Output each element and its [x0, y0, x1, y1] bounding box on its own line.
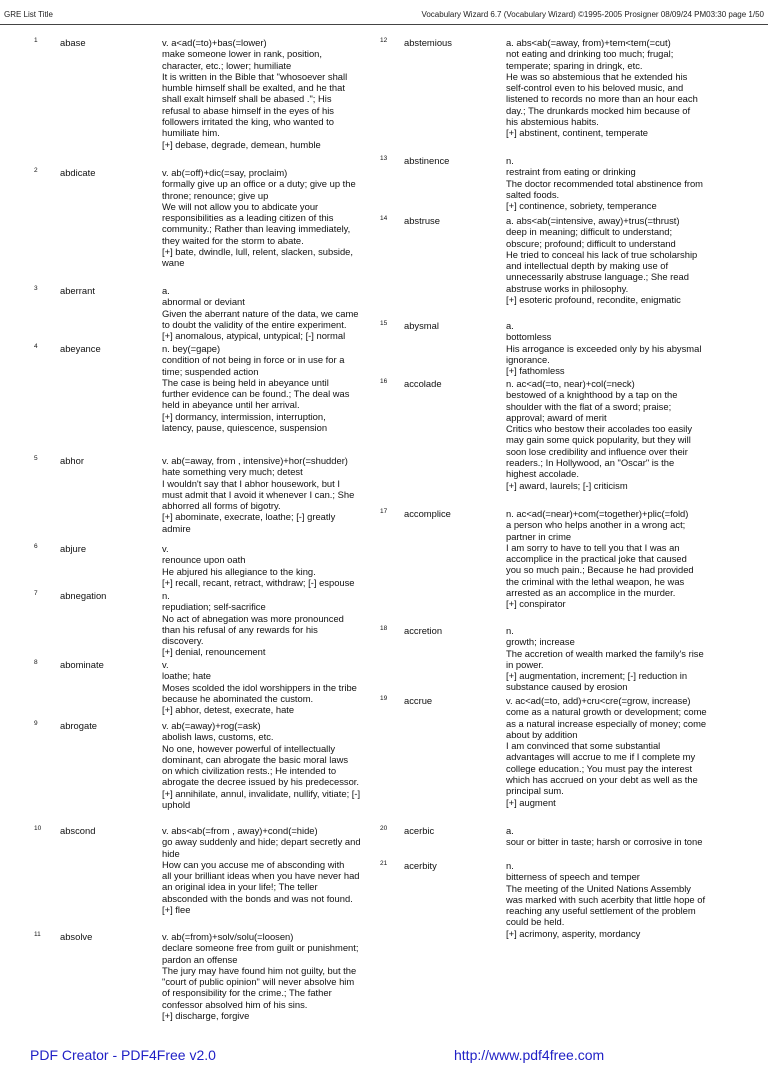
entry-definition: n. repudiation; self-sacrifice No act of abnegation was more pronounced than his refusal of any rewards for his discovery. [+] denial, renouncement [162, 590, 344, 658]
entry-definition: v. ab(=away, from , intensive)+hor(=shudder) hate something very much; detest I wouldn't say that I abhor housework, but I must admit that I avoid it whenever I can.; She abhorred all forms of bigotry. [+] abominate, execrate, loathe; [-] greatly admire [162, 455, 355, 534]
entry-number: 21 [380, 860, 388, 867]
entry-word: abstruse [404, 215, 440, 226]
entry-word: accrue [404, 695, 433, 706]
entry-number: 13 [380, 155, 388, 162]
entry-word: accomplice [404, 508, 451, 519]
entry-word: accretion [404, 625, 443, 636]
entry-definition: v. ac<ad(=to, add)+cru<cre(=grow, increase) come as a natural growth or development; come as a natural increase especially of money; come about by addition I am convinced that some substantial advantages will accrue to me if I complete my college education.; You must pay the interest which has accrued on your debt as well as the principal sum. [+] augment [506, 695, 707, 808]
entry-word: aberrant [60, 285, 95, 296]
entry-definition: n. bey(=gape) condition of not being in force or in use for a time; suspended action The case is being held in abeyance until further evidence can be found.; The deal was held in abeyance until her arrival. [+] dormancy, intermission, interruption, latency, pause, quiescence, suspension [162, 343, 350, 434]
entry-definition: n. restraint from eating or drinking The doctor recommended total abstinence from salted foods. [+] continence, sobriety, temperance [506, 155, 703, 212]
entry-definition: v. ab(=away)+rog(=ask) abolish laws, customs, etc. No one, however powerful of intellectually dominant, can abrogate the basic moral laws on which civilization rests.; He intended to abrogate the decree issued by his predecessor. [+] annihilate, annul, invalidate, nullify, vitiate; [-] uphold [162, 720, 361, 811]
entry-number: 4 [34, 343, 38, 350]
entry-definition: a. abs<ab(=intensive, away)+trus(=thrust) deep in meaning; difficult to understand; obscure; profound; difficult to understand He tried to conceal his lack of true scholarship and intellectual depth by making use of unnecessarily abstruse language.; She read abstruse works in philosophy. [+] esoteric profound, recondite, enigmatic [506, 215, 698, 306]
entry-number: 14 [380, 215, 388, 222]
entry-number: 6 [34, 543, 38, 550]
entry-definition: a. sour or bitter in taste; harsh or corrosive in tone [506, 825, 703, 848]
entry-number: 5 [34, 455, 38, 462]
entry-definition: a. bottomless His arrogance is exceeded only by his abysmal ignorance. [+] fathomless [506, 320, 702, 377]
entry-number: 20 [380, 825, 388, 832]
header-title: GRE List Title [4, 10, 53, 19]
entry-number: 16 [380, 378, 388, 385]
footer-creator-label: PDF Creator - PDF4Free v2.0 [30, 1047, 216, 1063]
entry-definition: v. ab(=off)+dic(=say, proclaim) formally give up an office or a duty; give up the throne; renounce; give up We will not allow you to abdicate your responsibilities as a leading citizen of this community.; Rather than leaving immediately, they waited for the storm to abate. [+] bate, dwindle, lull, relent, slacken, subside, wane [162, 167, 356, 269]
entry-number: 17 [380, 508, 388, 515]
header-info: Vocabulary Wizard 6.7 (Vocabulary Wizard) ©1995-2005 Prosigner 08/09/24 PM03:30 page 1/50 [421, 10, 764, 19]
entry-number: 8 [34, 659, 38, 666]
entry-number: 3 [34, 285, 38, 292]
entry-word: abstinence [404, 155, 450, 166]
entry-definition: v. abs<ab(=from , away)+cond(=hide) go away suddenly and hide; depart secretly and hide How can you accuse me of absconding with all your brilliant ideas when you have never had an original idea in your life!; The teller absconded with the bonds and was not found. [+] flee [162, 825, 361, 916]
entry-definition: a. abnormal or deviant Given the aberrant nature of the data, we came to doubt the validity of the entire experiment. [+] anomalous, atypical, untypical; [-] normal [162, 285, 359, 342]
entry-number: 11 [34, 931, 41, 938]
entry-word: acerbity [404, 860, 437, 871]
entry-word: abysmal [404, 320, 439, 331]
entry-word: absolve [60, 931, 93, 942]
entry-word: abase [60, 37, 86, 48]
entry-word: abscond [60, 825, 96, 836]
entry-word: abhor [60, 455, 84, 466]
header-divider [0, 24, 768, 25]
entry-definition: v. a<ad(=to)+bas(=lower) make someone lower in rank, position, character, etc.; lower; humiliate It is written in the Bible that "whosoever shall humble himself shall be exalted, and he that shall exalt himself shall be abased ."; His refusal to abase himself in the eyes of his followers irritated the king, who wanted to humiliate him. [+] debase, degrade, demean, humble [162, 37, 348, 150]
entry-definition: n. ac<ad(=near)+com(=together)+plic(=fold) a person who helps another in a wrong act; partner in crime I am sorry to have to tell you that I was an accomplice in the practical joke that caused you so much pain.; Because he had provided the criminal with the lethal weapon, he was arrested as an accomplice in the murder. [+] conspirator [506, 508, 694, 610]
entry-number: 18 [380, 625, 388, 632]
entry-word: abjure [60, 543, 87, 554]
entry-word: abominate [60, 659, 104, 670]
entry-word: abeyance [60, 343, 101, 354]
entry-definition: a. abs<ab(=away, from)+tem<tem(=cut) not eating and drinking too much; frugal; temperate; sparing in dringk, etc. He was so abstemious that he extended his self-control even to his beloved music, and listened to records no more than an hour each day.; The drunkards mocked him because of his abstemious habits. [+] abstinent, continent, temperate [506, 37, 698, 139]
entry-definition: n. ac<ad(=to, near)+col(=neck) bestowed of a knighthood by a tap on the shoulder with the flat of a sword; praise; approval; award of merit Critics who bestow their accolades too easily may gain some quick popularity, but they will soon lose credibility and influence over their readers.; In Hollywood, an "Oscar" is the highest accolade. [+] award, laurels; [-] criticism [506, 378, 693, 491]
entry-number: 9 [34, 720, 38, 727]
entry-word: abnegation [60, 590, 107, 601]
entry-word: abrogate [60, 720, 98, 731]
entry-word: abstemious [404, 37, 452, 48]
entry-word: accolade [404, 378, 442, 389]
entry-definition: v. renounce upon oath He abjured his allegiance to the king. [+] recall, recant, retract, withdraw; [-] espouse [162, 543, 355, 588]
entry-number: 2 [34, 167, 38, 174]
entry-word: acerbic [404, 825, 435, 836]
entry-number: 19 [380, 695, 388, 702]
entry-number: 15 [380, 320, 388, 327]
entry-number: 12 [380, 37, 388, 44]
entry-number: 7 [34, 590, 38, 597]
entry-number: 1 [34, 37, 38, 44]
page-header [0, 9, 768, 23]
footer-url-link[interactable]: http://www.pdf4free.com [454, 1047, 605, 1063]
entry-definition: n. bitterness of speech and temper The meeting of the United Nations Assembly was marked with such acerbity that little hope of reaching any useful settlement of the problem could be held. [+] acrimony, asperity, mordancy [506, 860, 706, 939]
entry-number: 10 [34, 825, 42, 832]
entry-definition: v. ab(=from)+solv/solu(=loosen) declare someone free from guilt or punishment; pardon an offense The jury may have found him not guilty, but the "court of public opinion" will never absolve him of responsibility for the crime.; The father confessor absolved him of his sins. [+] discharge, forgive [162, 931, 359, 1022]
entry-word: abdicate [60, 167, 96, 178]
entry-definition: v. loathe; hate Moses scolded the idol worshippers in the tribe because he abominated the custom. [+] abhor, detest, execrate, hate [162, 659, 357, 716]
entry-definition: n. growth; increase The accretion of wealth marked the family's rise in power. [+] augmentation, increment; [-] reduction in substance caused by erosion [506, 625, 704, 693]
